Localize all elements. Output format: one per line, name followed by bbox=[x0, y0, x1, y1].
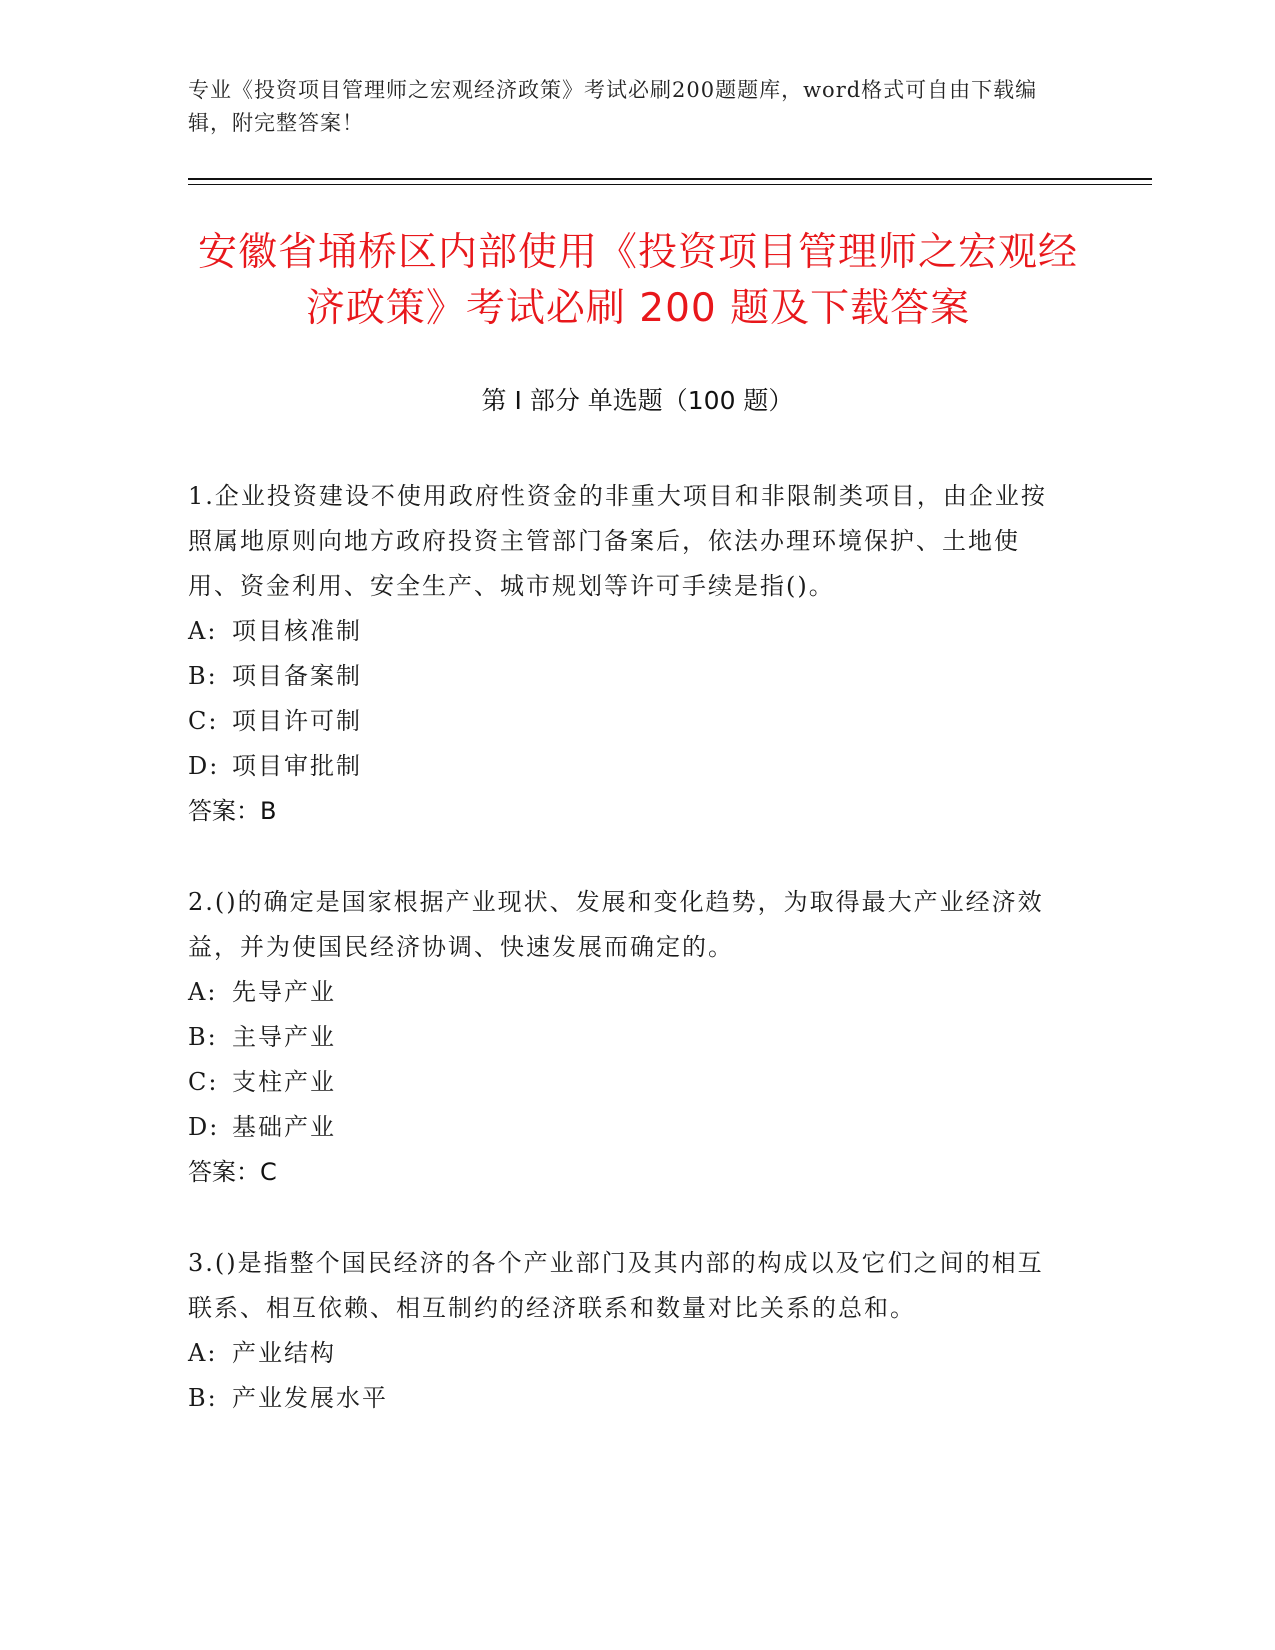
option-b bbox=[188, 1376, 1068, 1421]
option-text: 产业发展水平 bbox=[232, 1384, 388, 1412]
question-stem: 2.()的确定是国家根据产业现状、发展和变化趋势，为取得最大产业经济效益，并为使国民经济协调、快速发展而确定的。 bbox=[188, 888, 1044, 961]
option-letter: B: bbox=[188, 662, 218, 690]
section-heading: 第 I 部分 单选题（100 题） bbox=[481, 386, 794, 415]
option-letter: D: bbox=[188, 752, 220, 780]
answer: 答案：B bbox=[188, 797, 277, 825]
option-text: 主导产业 bbox=[232, 1023, 336, 1051]
option-letter: A: bbox=[188, 617, 218, 645]
question-3 bbox=[188, 1241, 1068, 1421]
option-letter: A: bbox=[188, 1339, 218, 1367]
option-letter: B: bbox=[188, 1023, 218, 1051]
document-title: 安徽省埇桥区内部使用《投资项目管理师之宏观经济政策》考试必刷 200 题及下载答案 bbox=[197, 230, 1078, 331]
header-rule-thin bbox=[188, 184, 1152, 185]
question-2 bbox=[188, 880, 1068, 1195]
option-text: 先导产业 bbox=[232, 978, 336, 1006]
option-a bbox=[188, 1331, 1068, 1376]
option-letter: B: bbox=[188, 1384, 218, 1412]
option-a bbox=[188, 609, 1068, 654]
option-letter: C: bbox=[188, 707, 219, 735]
option-c bbox=[188, 1060, 1068, 1105]
option-d bbox=[188, 744, 1068, 789]
option-text: 支柱产业 bbox=[232, 1068, 336, 1096]
option-text: 产业结构 bbox=[232, 1339, 336, 1367]
option-b bbox=[188, 654, 1068, 699]
option-text: 项目许可制 bbox=[232, 707, 362, 735]
header-rule-thick bbox=[188, 178, 1152, 180]
option-text: 项目审批制 bbox=[232, 752, 362, 780]
option-a bbox=[188, 970, 1068, 1015]
header-note: 专业《投资项目管理师之宏观经济政策》考试必刷200题题库，word格式可自由下载编辑，附完整答案！ bbox=[188, 78, 1038, 135]
question-1 bbox=[188, 474, 1068, 834]
option-text: 项目核准制 bbox=[232, 617, 362, 645]
option-letter: A: bbox=[188, 978, 218, 1006]
question-stem: 3.()是指整个国民经济的各个产业部门及其内部的构成以及它们之间的相互联系、相互依赖、相互制约的经济联系和数量对比关系的总和。 bbox=[188, 1249, 1044, 1322]
option-text: 项目备案制 bbox=[232, 662, 362, 690]
option-b bbox=[188, 1015, 1068, 1060]
option-c bbox=[188, 699, 1068, 744]
option-d bbox=[188, 1105, 1068, 1150]
option-letter: D: bbox=[188, 1113, 220, 1141]
option-letter: C: bbox=[188, 1068, 219, 1096]
answer: 答案：C bbox=[188, 1158, 277, 1186]
option-text: 基础产业 bbox=[232, 1113, 336, 1141]
question-stem: 1.企业投资建设不使用政府性资金的非重大项目和非限制类项目，由企业按照属地原则向地方政府投资主管部门备案后，依法办理环境保护、土地使用、资金利用、安全生产、城市规划等许可手续是指()。 bbox=[188, 482, 1047, 600]
question-list bbox=[188, 474, 1068, 1467]
